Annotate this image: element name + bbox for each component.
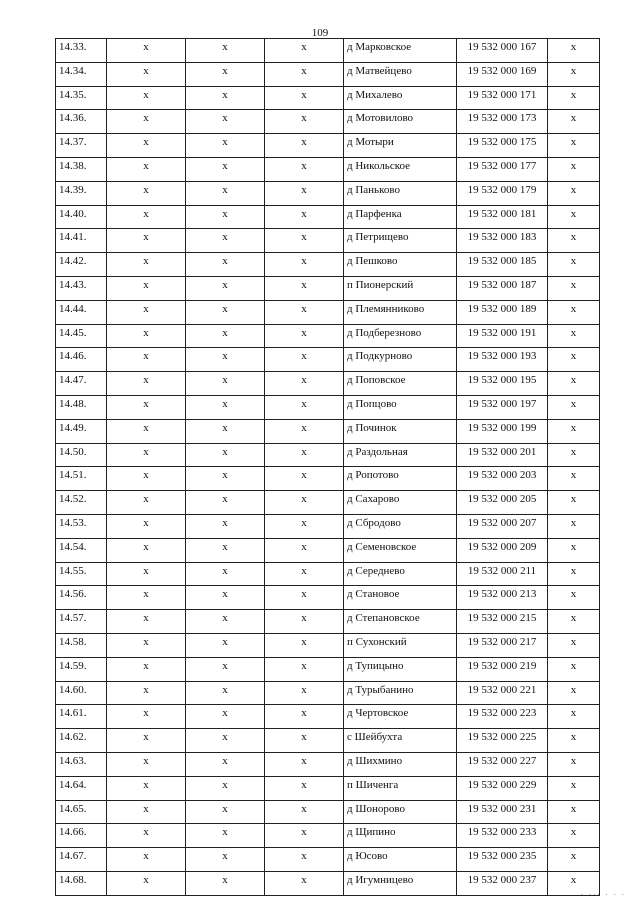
mark-cell-2: x: [186, 253, 265, 277]
table-row: [56, 514, 600, 538]
table-row: [56, 253, 600, 277]
oktmo-code-cell: 19 532 000 215: [457, 610, 548, 634]
mark-cell-3: x: [265, 443, 344, 467]
mark-cell-4: x: [548, 610, 600, 634]
settlement-name-cell: д Поповское: [344, 372, 457, 396]
table-row: [56, 395, 600, 419]
mark-cell-1: x: [107, 610, 186, 634]
row-number-cell: 14.41.: [56, 229, 107, 253]
settlement-name-cell: д Раздольная: [344, 443, 457, 467]
settlement-name-cell: д Щипино: [344, 824, 457, 848]
row-number-cell: 14.65.: [56, 800, 107, 824]
mark-cell-4: x: [548, 181, 600, 205]
mark-cell-1: x: [107, 205, 186, 229]
table-row: [56, 276, 600, 300]
table-row: [56, 467, 600, 491]
mark-cell-2: x: [186, 776, 265, 800]
mark-cell-1: x: [107, 229, 186, 253]
mark-cell-2: x: [186, 157, 265, 181]
mark-cell-4: x: [548, 395, 600, 419]
mark-cell-4: x: [548, 443, 600, 467]
oktmo-code-cell: 19 532 000 233: [457, 824, 548, 848]
mark-cell-2: x: [186, 848, 265, 872]
mark-cell-1: x: [107, 157, 186, 181]
row-number-cell: 14.58.: [56, 633, 107, 657]
settlement-name-cell: д Шихмино: [344, 752, 457, 776]
row-number-cell: 14.37.: [56, 134, 107, 158]
mark-cell-3: x: [265, 62, 344, 86]
oktmo-code-cell: 19 532 000 189: [457, 300, 548, 324]
mark-cell-3: x: [265, 324, 344, 348]
mark-cell-2: x: [186, 467, 265, 491]
table-row: [56, 86, 600, 110]
mark-cell-2: x: [186, 586, 265, 610]
mark-cell-3: x: [265, 681, 344, 705]
mark-cell-3: x: [265, 467, 344, 491]
mark-cell-1: x: [107, 586, 186, 610]
row-number-cell: 14.36.: [56, 110, 107, 134]
table-row: [56, 848, 600, 872]
settlement-name-cell: п Пионерский: [344, 276, 457, 300]
mark-cell-4: x: [548, 467, 600, 491]
mark-cell-3: x: [265, 538, 344, 562]
settlement-name-cell: д Подкурново: [344, 348, 457, 372]
oktmo-code-cell: 19 532 000 187: [457, 276, 548, 300]
row-number-cell: 14.44.: [56, 300, 107, 324]
table-row: [56, 729, 600, 753]
row-number-cell: 14.53.: [56, 514, 107, 538]
table-row: [56, 705, 600, 729]
oktmo-code-cell: 19 532 000 237: [457, 871, 548, 895]
scan-artifact-marks: · ··· · · ·: [580, 891, 626, 899]
oktmo-code-cell: 19 532 000 169: [457, 62, 548, 86]
settlement-name-cell: д Никольское: [344, 157, 457, 181]
mark-cell-3: x: [265, 419, 344, 443]
mark-cell-3: x: [265, 372, 344, 396]
oktmo-code-cell: 19 532 000 203: [457, 467, 548, 491]
table-row: [56, 800, 600, 824]
mark-cell-3: x: [265, 871, 344, 895]
mark-cell-3: x: [265, 562, 344, 586]
mark-cell-1: x: [107, 848, 186, 872]
mark-cell-3: x: [265, 824, 344, 848]
row-number-cell: 14.33.: [56, 39, 107, 63]
row-number-cell: 14.34.: [56, 62, 107, 86]
row-number-cell: 14.54.: [56, 538, 107, 562]
mark-cell-4: x: [548, 324, 600, 348]
mark-cell-1: x: [107, 300, 186, 324]
mark-cell-2: x: [186, 514, 265, 538]
oktmo-code-cell: 19 532 000 175: [457, 134, 548, 158]
settlement-name-cell: с Шейбухта: [344, 729, 457, 753]
mark-cell-2: x: [186, 181, 265, 205]
mark-cell-3: x: [265, 39, 344, 63]
mark-cell-3: x: [265, 848, 344, 872]
row-number-cell: 14.66.: [56, 824, 107, 848]
mark-cell-2: x: [186, 110, 265, 134]
mark-cell-1: x: [107, 62, 186, 86]
settlement-name-cell: д Семеновское: [344, 538, 457, 562]
oktmo-code-cell: 19 532 000 195: [457, 372, 548, 396]
settlement-name-cell: д Попцово: [344, 395, 457, 419]
settlements-table: [55, 38, 600, 896]
mark-cell-2: x: [186, 324, 265, 348]
table-row: [56, 776, 600, 800]
mark-cell-3: x: [265, 276, 344, 300]
mark-cell-4: x: [548, 848, 600, 872]
mark-cell-2: x: [186, 824, 265, 848]
mark-cell-3: x: [265, 229, 344, 253]
settlement-name-cell: д Игумницево: [344, 871, 457, 895]
mark-cell-4: x: [548, 276, 600, 300]
table-row: [56, 372, 600, 396]
mark-cell-2: x: [186, 610, 265, 634]
mark-cell-2: x: [186, 657, 265, 681]
mark-cell-3: x: [265, 514, 344, 538]
settlement-name-cell: д Петрищево: [344, 229, 457, 253]
settlement-name-cell: д Юсово: [344, 848, 457, 872]
table-row: [56, 205, 600, 229]
mark-cell-1: x: [107, 562, 186, 586]
mark-cell-4: x: [548, 538, 600, 562]
oktmo-code-cell: 19 532 000 173: [457, 110, 548, 134]
mark-cell-1: x: [107, 348, 186, 372]
settlement-name-cell: д Середнево: [344, 562, 457, 586]
row-number-cell: 14.60.: [56, 681, 107, 705]
table-row: [56, 562, 600, 586]
settlement-name-cell: д Тупицыно: [344, 657, 457, 681]
row-number-cell: 14.45.: [56, 324, 107, 348]
row-number-cell: 14.43.: [56, 276, 107, 300]
oktmo-code-cell: 19 532 000 171: [457, 86, 548, 110]
oktmo-code-cell: 19 532 000 217: [457, 633, 548, 657]
row-number-cell: 14.57.: [56, 610, 107, 634]
mark-cell-1: x: [107, 824, 186, 848]
table-row: [56, 752, 600, 776]
mark-cell-3: x: [265, 110, 344, 134]
mark-cell-4: x: [548, 205, 600, 229]
mark-cell-2: x: [186, 205, 265, 229]
mark-cell-1: x: [107, 443, 186, 467]
table-row: [56, 633, 600, 657]
settlement-name-cell: д Сбродово: [344, 514, 457, 538]
table-row: [56, 657, 600, 681]
table-body: [56, 39, 600, 896]
mark-cell-4: x: [548, 110, 600, 134]
mark-cell-4: x: [548, 729, 600, 753]
mark-cell-2: x: [186, 395, 265, 419]
settlement-name-cell: д Подберезново: [344, 324, 457, 348]
oktmo-code-cell: 19 532 000 179: [457, 181, 548, 205]
mark-cell-4: x: [548, 633, 600, 657]
mark-cell-2: x: [186, 705, 265, 729]
row-number-cell: 14.55.: [56, 562, 107, 586]
table-row: [56, 824, 600, 848]
row-number-cell: 14.46.: [56, 348, 107, 372]
oktmo-code-cell: 19 532 000 225: [457, 729, 548, 753]
row-number-cell: 14.39.: [56, 181, 107, 205]
mark-cell-1: x: [107, 657, 186, 681]
mark-cell-1: x: [107, 752, 186, 776]
mark-cell-3: x: [265, 776, 344, 800]
row-number-cell: 14.67.: [56, 848, 107, 872]
mark-cell-2: x: [186, 633, 265, 657]
oktmo-code-cell: 19 532 000 209: [457, 538, 548, 562]
mark-cell-3: x: [265, 586, 344, 610]
row-number-cell: 14.35.: [56, 86, 107, 110]
mark-cell-1: x: [107, 538, 186, 562]
mark-cell-3: x: [265, 491, 344, 515]
row-number-cell: 14.51.: [56, 467, 107, 491]
mark-cell-3: x: [265, 205, 344, 229]
mark-cell-2: x: [186, 39, 265, 63]
mark-cell-1: x: [107, 181, 186, 205]
oktmo-code-cell: 19 532 000 235: [457, 848, 548, 872]
mark-cell-1: x: [107, 633, 186, 657]
mark-cell-3: x: [265, 300, 344, 324]
mark-cell-3: x: [265, 253, 344, 277]
mark-cell-3: x: [265, 181, 344, 205]
mark-cell-2: x: [186, 562, 265, 586]
settlement-name-cell: д Парфенка: [344, 205, 457, 229]
mark-cell-3: x: [265, 800, 344, 824]
mark-cell-1: x: [107, 395, 186, 419]
table-row: [56, 300, 600, 324]
settlement-name-cell: д Мотыри: [344, 134, 457, 158]
settlement-name-cell: д Мотовилово: [344, 110, 457, 134]
mark-cell-1: x: [107, 681, 186, 705]
settlement-name-cell: д Племянниково: [344, 300, 457, 324]
mark-cell-1: x: [107, 110, 186, 134]
oktmo-code-cell: 19 532 000 201: [457, 443, 548, 467]
mark-cell-4: x: [548, 62, 600, 86]
settlement-name-cell: д Пешково: [344, 253, 457, 277]
settlement-name-cell: д Шоноровo: [344, 800, 457, 824]
settlement-name-cell: д Становое: [344, 586, 457, 610]
mark-cell-1: x: [107, 514, 186, 538]
mark-cell-2: x: [186, 86, 265, 110]
table-row: [56, 229, 600, 253]
settlement-name-cell: д Чертовское: [344, 705, 457, 729]
mark-cell-1: x: [107, 776, 186, 800]
mark-cell-1: x: [107, 729, 186, 753]
mark-cell-2: x: [186, 300, 265, 324]
mark-cell-4: x: [548, 86, 600, 110]
mark-cell-3: x: [265, 610, 344, 634]
mark-cell-3: x: [265, 705, 344, 729]
mark-cell-4: x: [548, 39, 600, 63]
mark-cell-4: x: [548, 491, 600, 515]
table-row: [56, 348, 600, 372]
settlement-name-cell: д Починок: [344, 419, 457, 443]
mark-cell-1: x: [107, 253, 186, 277]
mark-cell-4: x: [548, 229, 600, 253]
settlement-name-cell: д Матвейцево: [344, 62, 457, 86]
table-row: [56, 134, 600, 158]
row-number-cell: 14.49.: [56, 419, 107, 443]
settlement-name-cell: д Паньково: [344, 181, 457, 205]
mark-cell-4: x: [548, 657, 600, 681]
row-number-cell: 14.50.: [56, 443, 107, 467]
row-number-cell: 14.64.: [56, 776, 107, 800]
mark-cell-1: x: [107, 372, 186, 396]
mark-cell-2: x: [186, 800, 265, 824]
table-row: [56, 157, 600, 181]
mark-cell-1: x: [107, 276, 186, 300]
mark-cell-1: x: [107, 705, 186, 729]
mark-cell-2: x: [186, 871, 265, 895]
settlement-name-cell: п Шиченга: [344, 776, 457, 800]
mark-cell-2: x: [186, 348, 265, 372]
oktmo-code-cell: 19 532 000 191: [457, 324, 548, 348]
row-number-cell: 14.56.: [56, 586, 107, 610]
mark-cell-1: x: [107, 871, 186, 895]
oktmo-code-cell: 19 532 000 227: [457, 752, 548, 776]
mark-cell-3: x: [265, 157, 344, 181]
mark-cell-4: x: [548, 253, 600, 277]
mark-cell-1: x: [107, 467, 186, 491]
row-number-cell: 14.47.: [56, 372, 107, 396]
mark-cell-4: x: [548, 705, 600, 729]
oktmo-code-cell: 19 532 000 193: [457, 348, 548, 372]
table-row: [56, 181, 600, 205]
mark-cell-2: x: [186, 419, 265, 443]
table-row: [56, 110, 600, 134]
mark-cell-4: x: [548, 134, 600, 158]
row-number-cell: 14.40.: [56, 205, 107, 229]
table-row: [56, 39, 600, 63]
oktmo-code-cell: 19 532 000 167: [457, 39, 548, 63]
row-number-cell: 14.52.: [56, 491, 107, 515]
row-number-cell: 14.62.: [56, 729, 107, 753]
table-row: [56, 419, 600, 443]
mark-cell-2: x: [186, 372, 265, 396]
mark-cell-2: x: [186, 729, 265, 753]
oktmo-code-cell: 19 532 000 177: [457, 157, 548, 181]
oktmo-code-cell: 19 532 000 181: [457, 205, 548, 229]
table-row: [56, 610, 600, 634]
oktmo-code-cell: 19 532 000 219: [457, 657, 548, 681]
mark-cell-1: x: [107, 324, 186, 348]
table-row: [56, 681, 600, 705]
oktmo-code-cell: 19 532 000 223: [457, 705, 548, 729]
mark-cell-3: x: [265, 657, 344, 681]
row-number-cell: 14.42.: [56, 253, 107, 277]
mark-cell-4: x: [548, 800, 600, 824]
mark-cell-4: x: [548, 871, 600, 895]
mark-cell-2: x: [186, 681, 265, 705]
mark-cell-2: x: [186, 229, 265, 253]
mark-cell-1: x: [107, 86, 186, 110]
oktmo-code-cell: 19 532 000 197: [457, 395, 548, 419]
row-number-cell: 14.38.: [56, 157, 107, 181]
table-row: [56, 491, 600, 515]
mark-cell-1: x: [107, 491, 186, 515]
mark-cell-1: x: [107, 134, 186, 158]
table-row: [56, 586, 600, 610]
table-row: [56, 62, 600, 86]
settlement-name-cell: д Михалево: [344, 86, 457, 110]
settlement-name-cell: д Степановское: [344, 610, 457, 634]
row-number-cell: 14.48.: [56, 395, 107, 419]
page-number: 109: [311, 27, 329, 39]
oktmo-code-cell: 19 532 000 213: [457, 586, 548, 610]
row-number-cell: 14.63.: [56, 752, 107, 776]
mark-cell-2: x: [186, 134, 265, 158]
mark-cell-4: x: [548, 824, 600, 848]
mark-cell-1: x: [107, 39, 186, 63]
settlement-name-cell: д Марковское: [344, 39, 457, 63]
mark-cell-3: x: [265, 752, 344, 776]
oktmo-code-cell: 19 532 000 229: [457, 776, 548, 800]
mark-cell-1: x: [107, 419, 186, 443]
mark-cell-4: x: [548, 752, 600, 776]
settlement-name-cell: д Сахарово: [344, 491, 457, 515]
oktmo-code-cell: 19 532 000 231: [457, 800, 548, 824]
oktmo-code-cell: 19 532 000 185: [457, 253, 548, 277]
oktmo-code-cell: 19 532 000 221: [457, 681, 548, 705]
mark-cell-4: x: [548, 681, 600, 705]
mark-cell-4: x: [548, 157, 600, 181]
oktmo-code-cell: 19 532 000 207: [457, 514, 548, 538]
mark-cell-2: x: [186, 491, 265, 515]
mark-cell-4: x: [548, 372, 600, 396]
mark-cell-2: x: [186, 276, 265, 300]
mark-cell-4: x: [548, 419, 600, 443]
mark-cell-2: x: [186, 62, 265, 86]
mark-cell-4: x: [548, 348, 600, 372]
mark-cell-2: x: [186, 443, 265, 467]
row-number-cell: 14.68.: [56, 871, 107, 895]
oktmo-code-cell: 19 532 000 205: [457, 491, 548, 515]
mark-cell-3: x: [265, 348, 344, 372]
mark-cell-2: x: [186, 538, 265, 562]
settlement-name-cell: д Турыбанино: [344, 681, 457, 705]
mark-cell-3: x: [265, 729, 344, 753]
table-row: [56, 871, 600, 895]
oktmo-code-cell: 19 532 000 211: [457, 562, 548, 586]
mark-cell-4: x: [548, 514, 600, 538]
table-row: [56, 443, 600, 467]
mark-cell-3: x: [265, 134, 344, 158]
row-number-cell: 14.61.: [56, 705, 107, 729]
mark-cell-3: x: [265, 86, 344, 110]
mark-cell-4: x: [548, 586, 600, 610]
settlement-name-cell: д Ропотово: [344, 467, 457, 491]
mark-cell-4: x: [548, 776, 600, 800]
mark-cell-2: x: [186, 752, 265, 776]
mark-cell-3: x: [265, 395, 344, 419]
oktmo-code-cell: 19 532 000 199: [457, 419, 548, 443]
row-number-cell: 14.59.: [56, 657, 107, 681]
mark-cell-1: x: [107, 800, 186, 824]
mark-cell-4: x: [548, 562, 600, 586]
mark-cell-4: x: [548, 300, 600, 324]
table-row: [56, 538, 600, 562]
settlement-name-cell: п Сухонский: [344, 633, 457, 657]
mark-cell-3: x: [265, 633, 344, 657]
table-row: [56, 324, 600, 348]
oktmo-code-cell: 19 532 000 183: [457, 229, 548, 253]
